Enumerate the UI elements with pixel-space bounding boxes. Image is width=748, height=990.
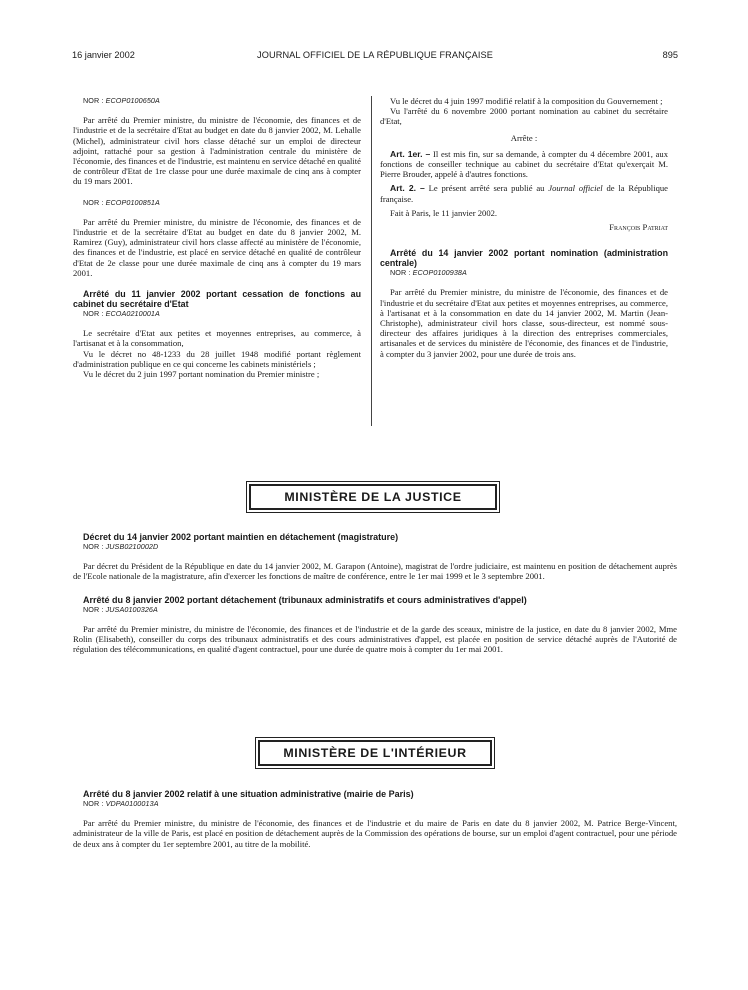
interieur-section xyxy=(73,789,677,849)
article-text: de la République française. xyxy=(380,183,668,204)
nor-code: ECOP0100851A xyxy=(105,197,160,207)
paragraph: Le secrétaire d'Etat aux petites et moyennes entreprises, au commerce, à l'artisanat et à la consommation, xyxy=(73,328,361,349)
nor-label: NOR : xyxy=(83,604,104,614)
nor-label: NOR : xyxy=(390,268,411,278)
signature: François Patriat xyxy=(609,222,668,233)
nor-reference xyxy=(380,268,668,278)
nor-label: NOR : xyxy=(83,309,104,319)
nor-label: NOR : xyxy=(83,799,104,808)
page-header xyxy=(72,50,678,64)
nor-reference xyxy=(73,542,677,552)
right-column xyxy=(380,96,668,359)
fait-line: Fait à Paris, le 11 janvier 2002. xyxy=(390,207,498,218)
paragraph: Par arrêté du Premier ministre, du ministre de l'économie, des finances et de l'industrie et du maire de Paris en date du 8 janvier 2002, M. Patrice Berge-Vincent, administrateur de la ville de Paris, est placé en position de détachement auprès de la Commission des opérations de bourse, sur un emploi d'agent contractuel, pour une période de deux ans à compter du 1er septembre 2001, au titre de la mobilité. xyxy=(73,818,677,849)
section-title: Arrêté du 11 janvier 2002 portant cessation de fonctions au cabinet du secrétaire d'Etat xyxy=(73,289,361,310)
nor-code: VDPA0100013A xyxy=(105,799,159,808)
paragraph: Vu le décret du 4 juin 1997 modifié relatif à la composition du Gouvernement ; xyxy=(390,96,663,106)
nor-code: ECOP0100938A xyxy=(412,268,467,278)
nor-code: JUSA0100326A xyxy=(105,604,158,614)
ministry-heading-text: MINISTÈRE DE LA JUSTICE xyxy=(249,484,497,510)
article-label: Art. 1er. – xyxy=(390,148,431,159)
paragraph: Par arrêté du Premier ministre, du ministre de l'économie, des finances et de l'industrie et de la secrétaire d'Etat au budget en date du 8 janvier 2002, M. Lehalle (Michel), administrateur civil hors classe détaché sur un emploi de directeur adjoint, rattaché pour sa gestion à l'administration centrale du ministère de l'économie, des finances et de l'industrie, est maintenu en service détaché en qualité de contrôleur d'Etat de 1re classe pour une durée maximale de cinq ans à compter du 19 mars 2001. xyxy=(73,115,361,187)
nor-reference xyxy=(73,605,677,615)
header-journal-title: JOURNAL OFFICIEL DE LA RÉPUBLIQUE FRANÇAISE xyxy=(257,50,493,60)
article-text: Il est mis fin, sur sa demande, à compter du 4 décembre 2001, aux fonctions de conseiller technique au cabinet du secrétaire d'Etat qu'exerçait M. Pierre Brouder, appelé à d'autres fonctions. xyxy=(380,148,668,180)
nor-code: ECOA0210001A xyxy=(105,309,160,319)
section-title: Arrêté du 8 janvier 2002 relatif à une situation administrative (mairie de Paris) xyxy=(83,789,414,799)
ministry-heading-justice xyxy=(246,481,500,513)
nor-code: JUSB0210002D xyxy=(105,542,159,551)
nor-reference xyxy=(73,198,361,208)
nor-label: NOR : xyxy=(83,96,104,105)
ministry-heading-interieur xyxy=(255,737,495,769)
nor-label: NOR : xyxy=(83,197,104,207)
section-title: Décret du 14 janvier 2002 portant maintien en détachement (magistrature) xyxy=(83,532,399,542)
article-label: Art. 2. – xyxy=(390,183,425,194)
paragraph: Vu le décret du 2 juin 1997 portant nomination du Premier ministre ; xyxy=(83,369,320,380)
paragraph: Par arrêté du Premier ministre, du ministre de l'économie, des finances et de l'industrie et de la garde des sceaux, ministre de la justice, en date du 8 janvier 2002, Mme Rolin (Elisabeth), conseiller du corps des tribunaux administratifs et des cours administratives d'appel, est placée en position de service détaché auprès de l'Autorité de régulation des télécommunications, en qualité d'agent contractuel, pour une durée de quatre mois à compter du 1er mai 2001. xyxy=(73,623,677,655)
column-divider xyxy=(371,96,372,426)
left-column xyxy=(73,96,361,379)
nor-reference xyxy=(73,799,677,809)
paragraph: Vu le décret no 48-1233 du 28 juillet 1948 modifié portant règlement d'administration publique en ce qui concerne les cabinets ministériels ; xyxy=(73,348,361,369)
paragraph: Vu l'arrêté du 6 novembre 2000 portant nomination au cabinet du secrétaire d'Etat, xyxy=(380,106,668,127)
nor-code: ECOP0100650A xyxy=(105,96,160,105)
header-page-number: 895 xyxy=(662,50,678,60)
section-title: Arrêté du 14 janvier 2002 portant nomination (administration centrale) xyxy=(380,248,668,269)
paragraph: Par arrêté du Premier ministre, du ministre de l'économie, des finances et de l'industrie et de la secrétaire d'Etat au budget en date du 8 janvier 2002, M. Ramirez (Guy), administrateur civil hors classe affecté au ministère de l'économie, des finances et de l'industrie, est placé en service détaché en qualité de contrôleur d'Etat de 2e classe pour une durée maximale de cinq ans à compter du 19 mars 2001. xyxy=(73,216,361,278)
journal-name: Journal officiel xyxy=(548,183,603,194)
paragraph: Par arrêté du Premier ministre, du ministre de l'économie, des finances et de l'industrie et du secrétaire d'Etat aux petites et moyennes entreprises, au commerce, à l'artisanat et à la consommation en date du 14 janvier 2002, M. Martin (Jean-Christophe), administrateur civil hors classe, sous-directeur, est nommé sous-directeur des affaires juridiques à la direction des entreprises commerciales, artisanales et de services du ministère de l'économie, des finances et de l'industrie, à compter du 3 janvier 2002, pour une durée de trois ans. xyxy=(380,287,668,359)
arrete-heading: Arrête : xyxy=(510,132,538,143)
article-2 xyxy=(380,183,668,203)
paragraph: Par décret du Président de la République en date du 14 janvier 2002, M. Garapon (Antoine), magistrat de l'ordre judiciaire, est maintenu en position de détachement auprès de l'Ecole nationale de la magistrature, afin d'exercer les fonctions de maître de conférence, entre le 1er mai 1999 et le 3 septembre 2001. xyxy=(73,561,677,582)
nor-label: NOR : xyxy=(83,542,104,551)
section-title: Arrêté du 8 janvier 2002 portant détachement (tribunaux administratifs et cours administratives d'appel) xyxy=(83,594,527,605)
nor-reference xyxy=(73,96,361,106)
header-date: 16 janvier 2002 xyxy=(72,50,135,60)
justice-section xyxy=(73,532,677,654)
ministry-heading-text: MINISTÈRE DE L'INTÉRIEUR xyxy=(258,740,492,766)
nor-reference xyxy=(73,309,361,319)
article-text: Le présent arrêté sera publié au xyxy=(428,183,545,194)
article-1 xyxy=(380,149,668,180)
